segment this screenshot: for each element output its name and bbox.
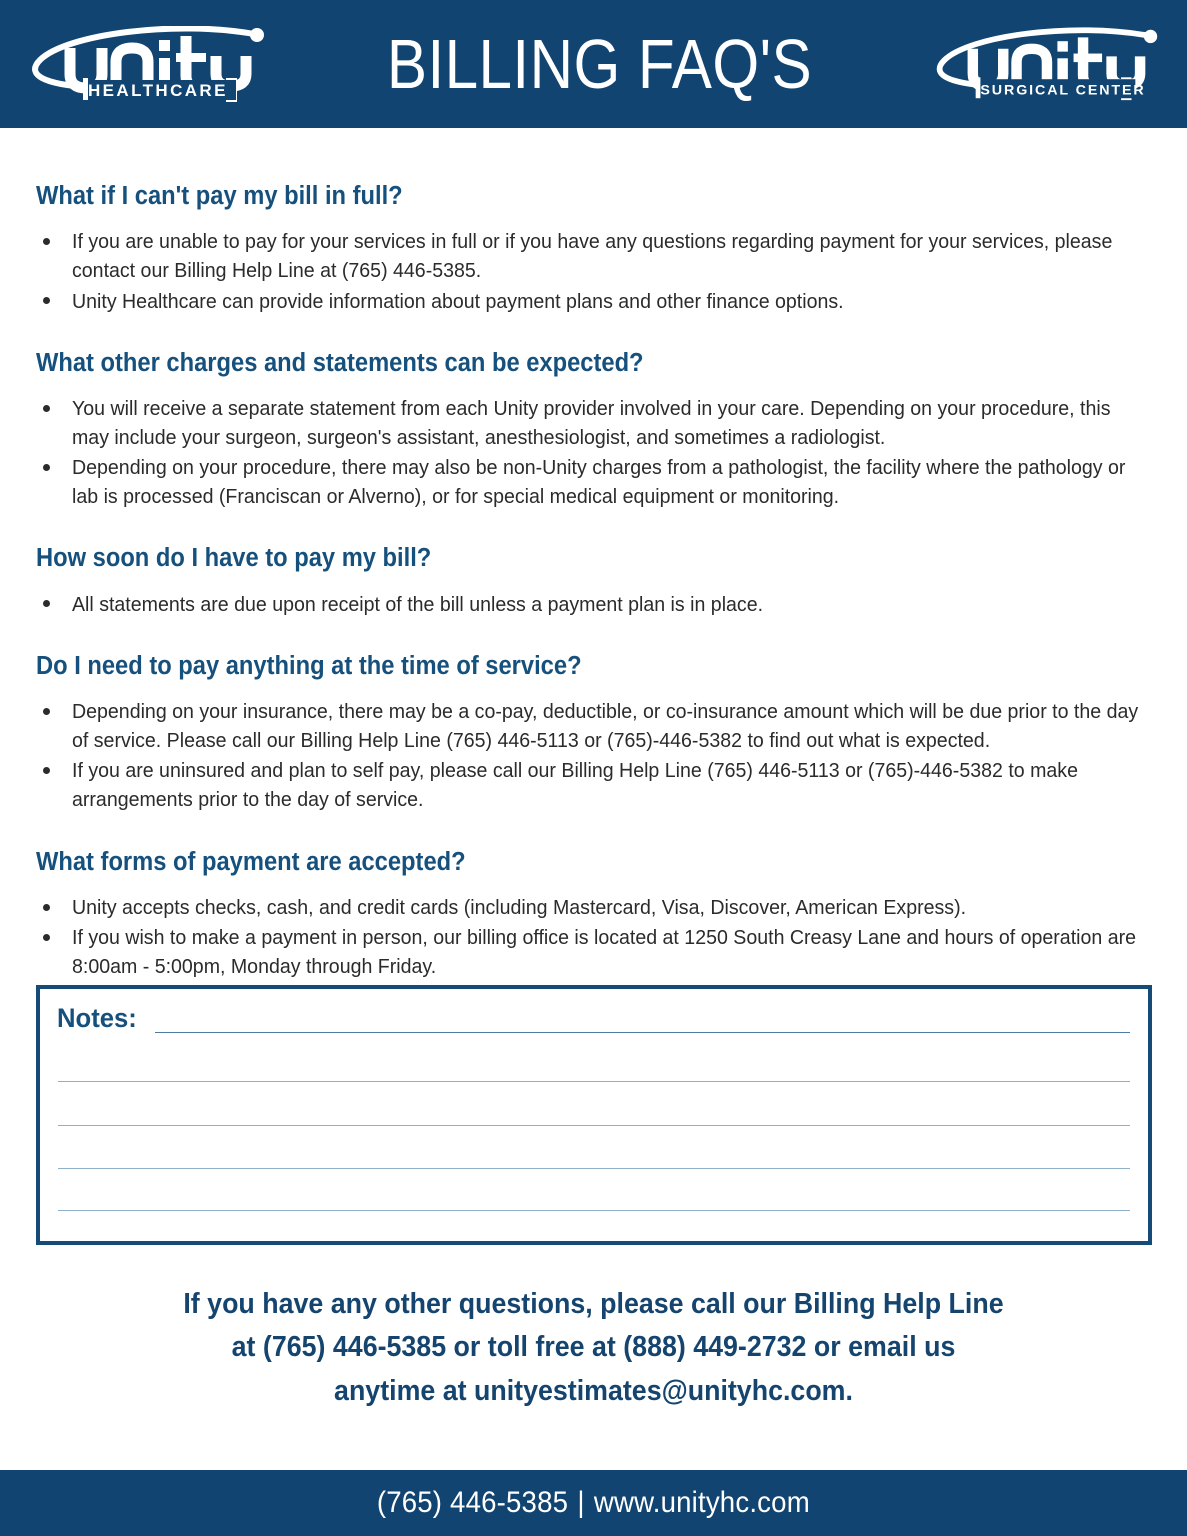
faq-answer-item: [36, 227, 1151, 285]
faq-answer-text: If you wish to make a payment in person, our billing office is located at 1250 South Creasy Lane and hours of operation are 8:00am - 5:00pm, Monday through Friday.: [72, 925, 1137, 979]
bullet-icon: [43, 464, 50, 471]
bullet-icon: [43, 600, 50, 607]
faq-section: [0, 182, 1187, 316]
faq-answer-text: You will receive a separate statement from each Unity provider involved in your care. Depending on your procedure, this may include your surgeon, surgeon's assistant, anesthesiologist, and sometimes a radiologist.: [72, 396, 1111, 450]
cta-line-3: anytime at unityestimates@unityhc.com.: [334, 1374, 853, 1407]
faq-answer-text: Depending on your procedure, there may also be non-Unity charges from a pathologist, the facility where the pathology or lab is processed (Franciscan or Alverno), or for special medical equipment or monitoring.: [72, 456, 1126, 509]
faq-section: [0, 544, 1187, 618]
faq-answer-item: [36, 394, 1151, 452]
footer-contact: [377, 1486, 810, 1520]
notes-write-line[interactable]: [58, 1081, 1130, 1082]
footer-separator: |: [577, 1486, 585, 1519]
faq-answer-item: [36, 590, 1151, 619]
faq-answer-item: [36, 697, 1151, 755]
faq-answer-text: If you are unable to pay for your services in full or if you have any questions regarding payment for your services, please contact our Billing Help Line at (765) 446-5385.: [72, 230, 1113, 283]
cta-line-2: at (765) 446-5385 or toll free at (888) 449-2732 or email us: [231, 1331, 956, 1364]
svg-text:SURGICAL CENTER: SURGICAL CENTER: [980, 82, 1146, 99]
faq-answer-text: All statements are due upon receipt of the bill unless a payment plan is in place.: [72, 592, 764, 616]
faq-content: [0, 128, 1187, 982]
page-footer: [0, 1470, 1187, 1536]
bullet-icon: [43, 904, 50, 911]
faq-answer-text: Unity Healthcare can provide information about payment plans and other finance options.: [72, 289, 844, 313]
faq-question: What forms of payment are accepted?: [36, 847, 466, 876]
faq-answer-text: Depending on your insurance, there may be a co-pay, deductible, or co-insurance amount which will be due prior to the day of service. Please call our Billing Help Line (765) 446-5113 or (765)-446-5382 to find out what is expected.: [72, 700, 1139, 753]
faq-answer-list: [36, 697, 1151, 814]
unity-healthcare-logo: [26, 26, 268, 102]
notes-box[interactable]: [36, 985, 1152, 1245]
unity-healthcare-logo-tagline: [26, 102, 27, 103]
svg-text:HEALTHCARE: HEALTHCARE: [88, 81, 228, 100]
call-to-action: [0, 1283, 1187, 1413]
faq-answer-list: [36, 590, 1151, 619]
bullet-icon: [43, 238, 50, 245]
page-header: [0, 0, 1187, 128]
faq-question: What if I can't pay my bill in full?: [36, 182, 403, 210]
faq-answer-item: [36, 756, 1151, 814]
unity-surgical-center-logo: [931, 26, 1161, 102]
bullet-icon: [43, 297, 50, 304]
faq-answer-list: [36, 394, 1151, 511]
notes-write-line[interactable]: [155, 1032, 1130, 1033]
faq-answer-item: [36, 287, 1151, 316]
faq-question: How soon do I have to pay my bill?: [36, 544, 432, 573]
faq-answer-item: [36, 893, 1151, 922]
faq-question: Do I need to pay anything at the time of service?: [36, 651, 582, 680]
faq-question: What other charges and statements can be expected?: [36, 348, 644, 377]
page-title: BILLING FAQ'S: [386, 25, 813, 103]
bullet-icon: [43, 405, 50, 412]
faq-answer-text: If you are uninsured and plan to self pay, please call our Billing Help Line (765) 446-5113 or (765)-446-5382 to make arrangements prior to the day of service.: [72, 759, 1078, 812]
bullet-icon: [43, 708, 50, 715]
footer-website[interactable]: www.unityhc.com: [594, 1486, 811, 1519]
footer-phone[interactable]: (765) 446-5385: [376, 1486, 569, 1519]
faq-answer-list: [36, 227, 1151, 315]
faq-answer-item: [36, 923, 1151, 981]
notes-write-line[interactable]: [58, 1125, 1130, 1126]
notes-write-line[interactable]: [58, 1168, 1130, 1169]
faq-answer-item: [36, 453, 1151, 511]
notes-write-line[interactable]: [58, 1210, 1130, 1211]
unity-surgical-center-logo-tagline: [931, 102, 932, 103]
faq-section: [0, 349, 1187, 512]
cta-line-1: If you have any other questions, please call our Billing Help Line: [183, 1288, 1004, 1320]
bullet-icon: [43, 934, 50, 941]
faq-answer-text: Unity accepts checks, cash, and credit cards (including Mastercard, Visa, Discover, American Express).: [72, 895, 967, 919]
faq-answer-list: [36, 893, 1151, 981]
bullet-icon: [43, 767, 50, 774]
faq-section: [0, 848, 1187, 982]
notes-label: Notes:: [57, 1003, 137, 1033]
faq-section: [0, 652, 1187, 815]
